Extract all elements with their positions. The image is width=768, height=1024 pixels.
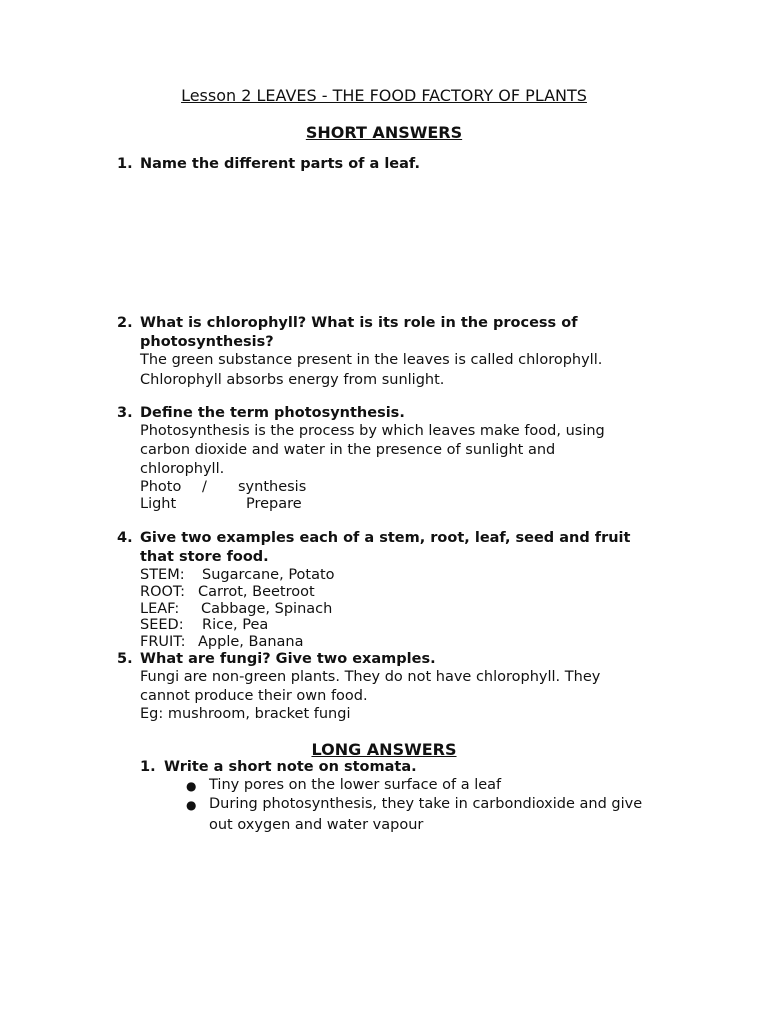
word-meaning: Light — [140, 496, 177, 512]
word-separator: / — [202, 479, 207, 495]
bullet-text: During photosynthesis, they take in carbondioxide and give — [209, 796, 643, 812]
food-label: LEAF: — [140, 601, 180, 617]
question-text: Define the term photosynthesis. — [140, 405, 405, 421]
question-number: 1. — [140, 759, 156, 775]
question-number: 4. — [117, 530, 133, 546]
bullet-icon: ● — [186, 779, 197, 793]
word-part: synthesis — [238, 479, 307, 495]
answer-text: Fungi are non-green plants. They do not have chlorophyll. They — [140, 669, 601, 685]
short-answers-heading: SHORT ANSWERS — [305, 123, 463, 142]
question-text: What are fungi? Give two examples. — [140, 651, 436, 667]
food-value: Sugarcane, Potato — [202, 567, 335, 583]
question-text: Name the different parts of a leaf. — [140, 156, 420, 172]
question-number: 2. — [117, 315, 133, 331]
question-text: Write a short note on stomata. — [164, 759, 417, 775]
bullet-text: out oxygen and water vapour — [209, 817, 424, 833]
question-text: that store food. — [140, 549, 269, 565]
question-number: 5. — [117, 651, 133, 667]
question-number: 1. — [117, 156, 133, 172]
answer-text: carbon dioxide and water in the presence of sunlight and — [140, 442, 556, 458]
food-label: STEM: — [140, 567, 185, 583]
answer-text: The green substance present in the leaves is called chlorophyll. — [140, 352, 603, 368]
bullet-icon: ● — [186, 798, 197, 812]
answer-text: chlorophyll. — [140, 461, 225, 477]
food-value: Carrot, Beetroot — [198, 584, 315, 600]
answer-text: Eg: mushroom, bracket fungi — [140, 706, 351, 722]
bullet-text: Tiny pores on the lower surface of a leaf — [209, 777, 502, 793]
word-meaning-row — [140, 496, 360, 515]
word-part: Photo — [140, 479, 182, 495]
food-label: SEED: — [140, 617, 184, 633]
food-label: FRUIT: — [140, 634, 186, 650]
food-label: ROOT: — [140, 584, 186, 600]
word-meaning: Prepare — [246, 496, 302, 512]
answer-text: Chlorophyll absorbs energy from sunlight. — [140, 372, 445, 388]
page-title: Lesson 2 LEAVES - THE FOOD FACTORY OF PLANTS — [181, 86, 587, 105]
answer-text: Photosynthesis is the process by which leaves make food, using — [140, 423, 605, 439]
question-text: What is chlorophyll? What is its role in the process of — [140, 315, 578, 331]
question-text: Give two examples each of a stem, root, leaf, seed and fruit — [140, 530, 631, 546]
answer-text: cannot produce their own food. — [140, 688, 368, 704]
food-value: Apple, Banana — [198, 634, 304, 650]
food-value: Cabbage, Spinach — [201, 601, 333, 617]
long-answers-heading: LONG ANSWERS — [311, 740, 457, 759]
question-number: 3. — [117, 405, 133, 421]
question-text: photosynthesis? — [140, 334, 274, 350]
food-value: Rice, Pea — [202, 617, 269, 633]
